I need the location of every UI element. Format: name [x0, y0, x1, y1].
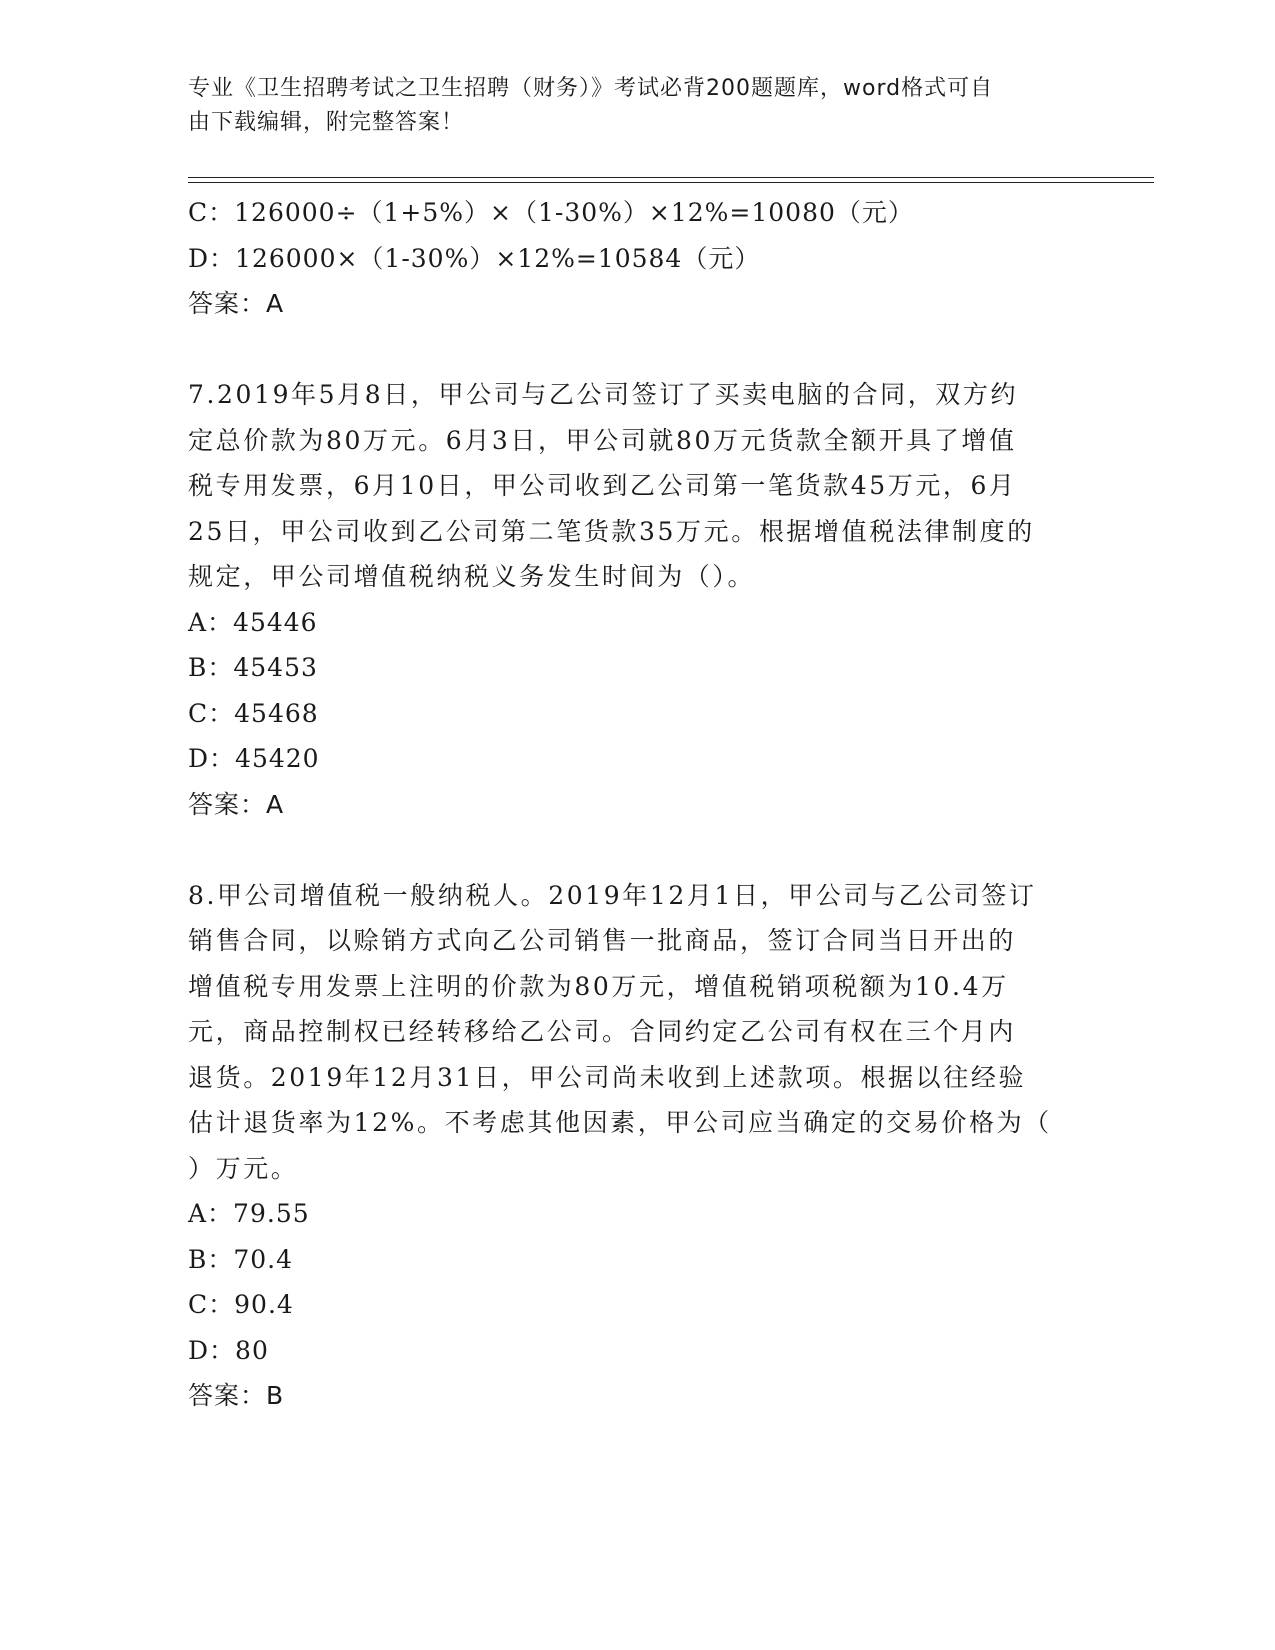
stem-line: 规定，甲公司增值税纳税义务发生时间为（）。 — [188, 562, 756, 591]
stem-line: 估计退货率为12%。不考虑其他因素，甲公司应当确定的交易价格为（ — [188, 1108, 1052, 1137]
option-c: C：90.4 — [188, 1290, 294, 1319]
document-header — [188, 72, 1088, 140]
stem-line: 定总价款为80万元。6月3日，甲公司就80万元货款全额开具了增值 — [188, 425, 1017, 455]
option-b: B：45453 — [188, 653, 318, 682]
document-body — [188, 190, 1088, 1419]
question-stem — [188, 873, 1088, 1192]
question-7 — [188, 372, 1088, 827]
stem-line: 退货。2019年12月31日，甲公司尚未收到上述款项。根据以往经验 — [188, 1062, 1027, 1092]
stem-line: 元，商品控制权已经转移给乙公司。合同约定乙公司有权在三个月内 — [188, 1017, 1017, 1046]
spacer — [188, 827, 1088, 873]
answer-line: 答案：A — [188, 789, 285, 819]
header-line-1: 专业《卫生招聘考试之卫生招聘（财务）》考试必背200题题库，word格式可自 — [188, 76, 994, 101]
option-a: A：79.55 — [188, 1199, 310, 1228]
stem-line: ）万元。 — [188, 1153, 299, 1183]
option-c: C：45468 — [188, 698, 319, 728]
header-divider-top — [188, 177, 1154, 178]
answer-line: 答案：A — [188, 289, 285, 318]
answer-line: 答案：B — [188, 1381, 285, 1410]
question-stem — [188, 372, 1088, 600]
stem-line: 8.甲公司增值税一般纳税人。2019年12月1日，甲公司与乙公司签订 — [188, 880, 1037, 910]
header-line-2: 由下载编辑，附完整答案！ — [188, 110, 465, 135]
spacer — [188, 327, 1088, 373]
option-d: D：45420 — [188, 744, 320, 773]
option-c: C：126000÷（1+5%）×（1-30%）×12%=10080（元） — [188, 198, 914, 227]
stem-line: 7.2019年5月8日，甲公司与乙公司签订了买卖电脑的合同，双方约 — [188, 380, 1019, 409]
question-8 — [188, 873, 1088, 1419]
stem-line: 销售合同，以赊销方式向乙公司销售一批商品，签订合同当日开出的 — [188, 926, 1017, 955]
stem-line: 25日，甲公司收到乙公司第二笔货款35万元。根据增值税法律制度的 — [188, 516, 1035, 546]
option-b: B：70.4 — [188, 1244, 294, 1274]
option-a: A：45446 — [188, 607, 318, 637]
option-d: D：126000×（1-30%）×12%=10584（元） — [188, 243, 761, 273]
previous-question-tail — [188, 190, 1088, 327]
header-divider-bottom — [188, 182, 1154, 183]
stem-line: 增值税专用发票上注明的价款为80万元，增值税销项税额为10.4万 — [188, 971, 1009, 1001]
option-d: D：80 — [188, 1335, 269, 1365]
stem-line: 税专用发票，6月10日，甲公司收到乙公司第一笔货款45万元，6月 — [188, 471, 1017, 500]
